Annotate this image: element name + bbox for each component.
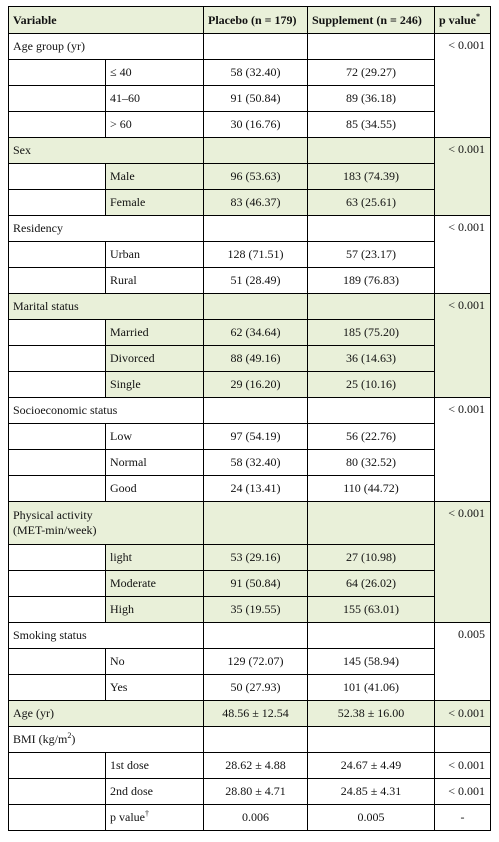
- placebo-value: 58 (32.40): [204, 450, 308, 476]
- supplement-value: 85 (34.55): [308, 112, 435, 138]
- header-variable: Variable: [9, 7, 204, 34]
- table-row: [9, 190, 491, 216]
- table-row: [9, 701, 491, 727]
- row-label: Female: [106, 190, 204, 216]
- p-value: < 0.001: [435, 753, 491, 779]
- header-supplement: Supplement (n = 246): [308, 7, 435, 34]
- row-label: High: [106, 597, 204, 623]
- group-label: Socioeconomic status: [9, 398, 204, 424]
- supplement-value: 0.005: [308, 805, 435, 831]
- group-label: Physical activity (MET-min/week): [9, 502, 204, 545]
- supplement-value: 57 (23.17): [308, 242, 435, 268]
- footnote-mark: †: [145, 809, 149, 818]
- table-row: [9, 86, 491, 112]
- supplement-value: 110 (44.72): [308, 476, 435, 502]
- placebo-value: 51 (28.49): [204, 268, 308, 294]
- placebo-value: 97 (54.19): [204, 424, 308, 450]
- table-row: [9, 779, 491, 805]
- supplement-value: 36 (14.63): [308, 346, 435, 372]
- placebo-value: 29 (16.20): [204, 372, 308, 398]
- p-value: 0.005: [435, 623, 491, 701]
- p-value: < 0.001: [435, 398, 491, 502]
- p-value: < 0.001: [435, 701, 491, 727]
- p-value: < 0.001: [435, 216, 491, 294]
- supplement-value: 189 (76.83): [308, 268, 435, 294]
- group-row: [9, 502, 491, 545]
- row-label: Moderate: [106, 571, 204, 597]
- placebo-value: 58 (32.40): [204, 60, 308, 86]
- supplement-value: 89 (36.18): [308, 86, 435, 112]
- footnote-mark: *: [476, 11, 481, 21]
- placebo-value: 83 (46.37): [204, 190, 308, 216]
- placebo-value: 62 (34.64): [204, 320, 308, 346]
- row-label: 2nd dose: [106, 779, 204, 805]
- placebo-value: 53 (29.16): [204, 545, 308, 571]
- group-label: BMI $(kg/m^2)$: [9, 727, 204, 753]
- placebo-value: 128 (71.51): [204, 242, 308, 268]
- row-label: Low: [106, 424, 204, 450]
- row-label: Rural: [106, 268, 204, 294]
- row-label: Urban: [106, 242, 204, 268]
- baseline-characteristics-table: [8, 6, 491, 831]
- row-label: Normal: [106, 450, 204, 476]
- group-row: [9, 34, 491, 60]
- row-label: Good: [106, 476, 204, 502]
- p-value: < 0.001: [435, 779, 491, 805]
- supplement-value: 56 (22.76): [308, 424, 435, 450]
- table-row: [9, 597, 491, 623]
- placebo-value: 24 (13.41): [204, 476, 308, 502]
- p-value: < 0.001: [435, 294, 491, 398]
- table-row: [9, 242, 491, 268]
- table-row: [9, 320, 491, 346]
- header-row: [9, 7, 491, 34]
- row-label: 1st dose: [106, 753, 204, 779]
- p-value: < 0.001: [435, 138, 491, 216]
- row-label: Divorced: [106, 346, 204, 372]
- placebo-value: 35 (19.55): [204, 597, 308, 623]
- placebo-value: 30 (16.76): [204, 112, 308, 138]
- supplement-value: 64 (26.02): [308, 571, 435, 597]
- placebo-value: 96 (53.63): [204, 164, 308, 190]
- table-row: [9, 805, 491, 831]
- group-row: [9, 398, 491, 424]
- group-label: Age group (yr): [9, 34, 204, 60]
- supplement-value: 155 (63.01): [308, 597, 435, 623]
- table-row: [9, 112, 491, 138]
- group-row: [9, 138, 491, 164]
- supplement-value: 101 (41.06): [308, 675, 435, 701]
- supplement-value: 145 (58.94): [308, 649, 435, 675]
- placebo-value: 48.56 ± 12.54: [204, 701, 308, 727]
- group-row: [9, 294, 491, 320]
- table-row: [9, 675, 491, 701]
- group-label: Age (yr): [9, 701, 204, 727]
- row-label: Male: [106, 164, 204, 190]
- group-row: [9, 727, 491, 753]
- group-label: Residency: [9, 216, 204, 242]
- table-row: [9, 60, 491, 86]
- table-row: [9, 753, 491, 779]
- table-row: [9, 424, 491, 450]
- row-label: > 60: [106, 112, 204, 138]
- row-label: Yes: [106, 675, 204, 701]
- placebo-value: 129 (72.07): [204, 649, 308, 675]
- table-row: [9, 450, 491, 476]
- supplement-value: 80 (32.52): [308, 450, 435, 476]
- table-row: [9, 476, 491, 502]
- supplement-value: 52.38 ± 16.00: [308, 701, 435, 727]
- group-row: [9, 216, 491, 242]
- header-placebo: Placebo (n = 179): [204, 7, 308, 34]
- supplement-value: 63 (25.61): [308, 190, 435, 216]
- table-row: [9, 545, 491, 571]
- row-label: Married: [106, 320, 204, 346]
- row-label: Single: [106, 372, 204, 398]
- row-label: 41–60: [106, 86, 204, 112]
- p-value: -: [435, 805, 491, 831]
- header-pvalue: p value*: [435, 7, 491, 34]
- supplement-value: 72 (29.27): [308, 60, 435, 86]
- table-row: [9, 268, 491, 294]
- supplement-value: 185 (75.20): [308, 320, 435, 346]
- placebo-value: 50 (27.93): [204, 675, 308, 701]
- group-label: Smoking status: [9, 623, 204, 649]
- supplement-value: 24.85 ± 4.31: [308, 779, 435, 805]
- placebo-value: 91 (50.84): [204, 86, 308, 112]
- table-row: [9, 649, 491, 675]
- row-label: p value†: [106, 805, 204, 831]
- p-value: < 0.001: [435, 502, 491, 623]
- p-value: < 0.001: [435, 34, 491, 138]
- supplement-value: 183 (74.39): [308, 164, 435, 190]
- group-label: Sex: [9, 138, 204, 164]
- placebo-value: 28.80 ± 4.71: [204, 779, 308, 805]
- placebo-value: 0.006: [204, 805, 308, 831]
- placebo-value: 28.62 ± 4.88: [204, 753, 308, 779]
- group-row: [9, 623, 491, 649]
- table-row: [9, 372, 491, 398]
- placebo-value: 91 (50.84): [204, 571, 308, 597]
- group-label: Marital status: [9, 294, 204, 320]
- row-label: ≤ 40: [106, 60, 204, 86]
- row-label: light: [106, 545, 204, 571]
- supplement-value: 25 (10.16): [308, 372, 435, 398]
- table-row: [9, 571, 491, 597]
- table-row: [9, 346, 491, 372]
- table-row: [9, 164, 491, 190]
- supplement-value: 27 (10.98): [308, 545, 435, 571]
- supplement-value: 24.67 ± 4.49: [308, 753, 435, 779]
- placebo-value: 88 (49.16): [204, 346, 308, 372]
- row-label: No: [106, 649, 204, 675]
